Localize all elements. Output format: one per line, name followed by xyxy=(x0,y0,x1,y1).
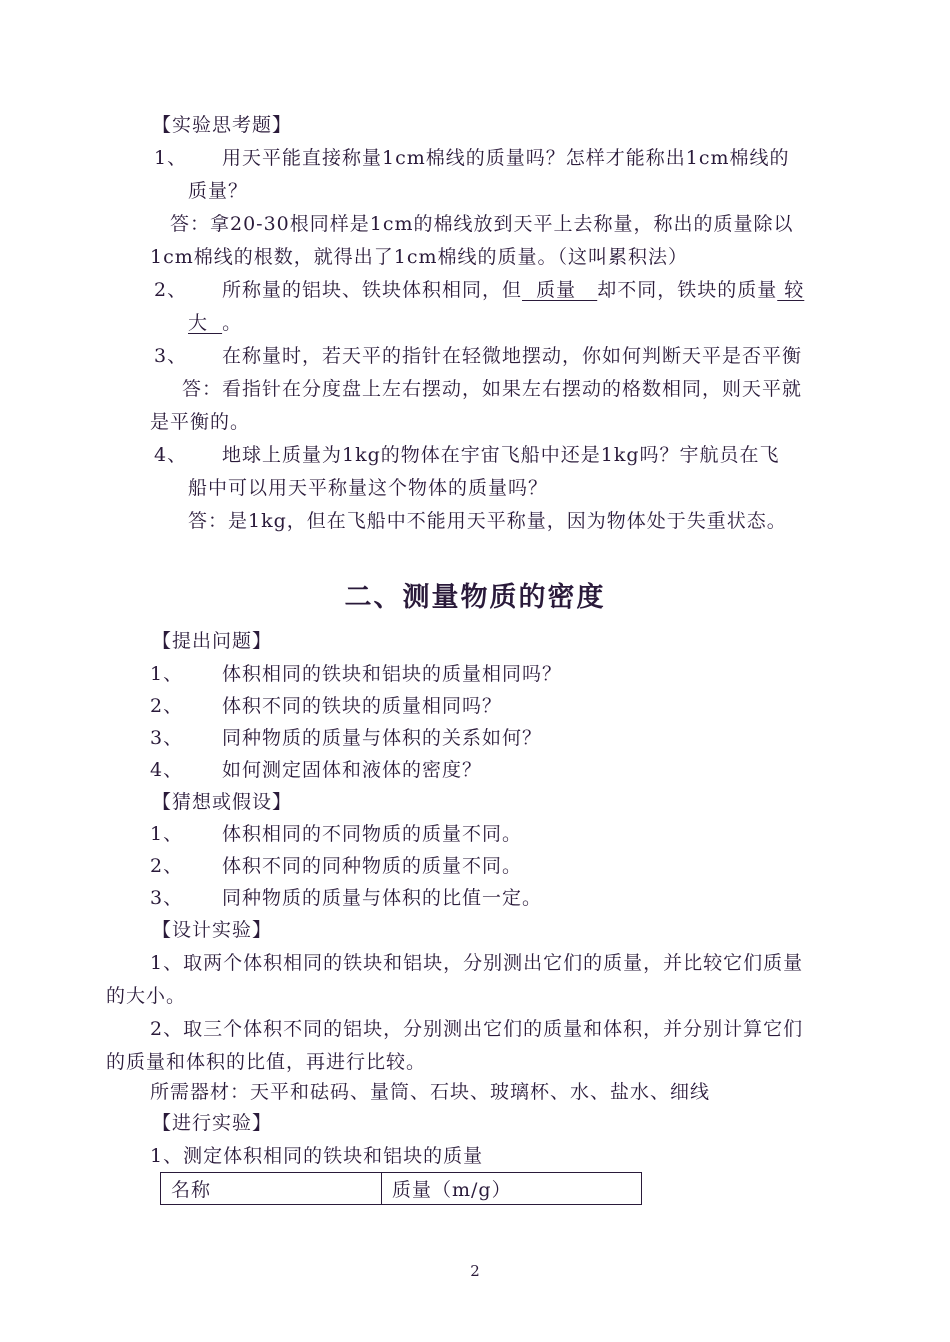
conduct-step-1: 1、测定体积相同的铁块和铝块的质量 xyxy=(150,1145,484,1167)
design-heading: 【设计实验】 xyxy=(152,919,273,941)
item-number: 3、 xyxy=(150,887,184,909)
section-title: 二、测量物质的密度 xyxy=(344,582,606,613)
question-1 xyxy=(154,145,790,171)
question-4 xyxy=(154,442,780,468)
question-text: 所称量的铝块、铁块体积相同，但 xyxy=(222,279,523,301)
item-text: 体积相同的不同物质的质量不同。 xyxy=(222,823,523,845)
item-text: 同种物质的质量与体积的比值一定。 xyxy=(222,887,543,909)
answer-3-line2: 是平衡的。 xyxy=(150,411,251,433)
design-para-2: 2、取三个体积不同的铝块，分别测出它们的质量和体积，并分别计算它们 xyxy=(150,1018,804,1040)
question-text: 在称量时，若天平的指针在轻微地摆动，你如何判断天平是否平衡 xyxy=(222,345,803,367)
problem-item xyxy=(150,757,482,783)
answer-1-line1: 答：拿20-30根同样是1cm的棉线放到天平上去称量，称出的质量除以 xyxy=(170,213,794,235)
item-number: 3、 xyxy=(150,727,184,749)
conduct-heading: 【进行实验】 xyxy=(152,1112,273,1134)
item-number: 4、 xyxy=(150,759,184,781)
question-4-cont: 船中可以用天平称量这个物体的质量吗？ xyxy=(188,477,549,499)
answer-1-line2: 1cm棉线的根数，就得出了1cm棉线的质量。（这叫累积法） xyxy=(150,246,688,268)
question-number: 1、 xyxy=(154,147,188,169)
item-number: 2、 xyxy=(150,695,184,717)
answer-3-line1: 答：看指针在分度盘上左右摆动，如果左右摆动的格数相同，则天平就 xyxy=(182,378,803,400)
question-number: 4、 xyxy=(154,444,188,466)
fill-blank-larger-cont: 大 xyxy=(188,312,223,334)
question-2-cont xyxy=(188,310,242,336)
problem-item xyxy=(150,725,542,751)
item-text: 体积不同的铁块的质量相同吗？ xyxy=(222,695,503,717)
item-number: 2、 xyxy=(150,855,184,877)
problem-item xyxy=(150,693,502,719)
table-header-name: 名称 xyxy=(161,1173,382,1205)
item-text: 体积相同的铁块和铝块的质量相同吗？ xyxy=(222,663,563,685)
question-1-cont: 质量？ xyxy=(188,180,249,202)
question-number: 2、 xyxy=(154,279,188,301)
problem-item xyxy=(150,661,562,687)
question-text: 用天平能直接称量1cm棉线的质量吗？怎样才能称出1cm棉线的 xyxy=(222,147,790,169)
fill-blank-mass: 质量 xyxy=(522,279,598,301)
hypothesis-heading: 【猜想或假设】 xyxy=(152,791,293,813)
fill-blank-larger: 较 xyxy=(777,279,805,301)
item-text: 同种物质的质量与体积的关系如何？ xyxy=(222,727,543,749)
hypothesis-item xyxy=(150,853,522,879)
table-row xyxy=(161,1173,642,1205)
question-text: 。 xyxy=(222,312,243,334)
design-para-2-cont: 的质量和体积的比值，再进行比较。 xyxy=(106,1051,427,1073)
item-text: 体积不同的同种物质的质量不同。 xyxy=(222,855,523,877)
mass-table xyxy=(160,1172,642,1205)
design-para-1-cont: 的大小。 xyxy=(106,985,187,1007)
page-number: 2 xyxy=(470,1262,480,1280)
question-text: 地球上质量为1kg的物体在宇宙飞船中还是1kg吗？宇航员在飞 xyxy=(222,444,780,466)
hypothesis-item xyxy=(150,821,522,847)
hypothesis-item xyxy=(150,885,542,911)
problem-heading: 【提出问题】 xyxy=(152,630,273,652)
think-heading: 【实验思考题】 xyxy=(152,114,293,136)
item-text: 如何测定固体和液体的密度？ xyxy=(222,759,483,781)
item-number: 1、 xyxy=(150,663,184,685)
question-text: 却不同，铁块的质量 xyxy=(597,279,778,301)
answer-4: 答：是1kg，但在飞船中不能用天平称量，因为物体处于失重状态。 xyxy=(188,510,787,532)
table-header-mass: 质量（m/g） xyxy=(382,1173,642,1205)
design-para-1: 1、取两个体积相同的铁块和铝块，分别测出它们的质量，并比较它们质量 xyxy=(150,952,804,974)
item-number: 1、 xyxy=(150,823,184,845)
materials-line: 所需器材：天平和砝码、量筒、石块、玻璃杯、水、盐水、细线 xyxy=(150,1081,711,1103)
question-3 xyxy=(154,343,802,369)
question-number: 3、 xyxy=(154,345,188,367)
question-2 xyxy=(154,277,804,303)
